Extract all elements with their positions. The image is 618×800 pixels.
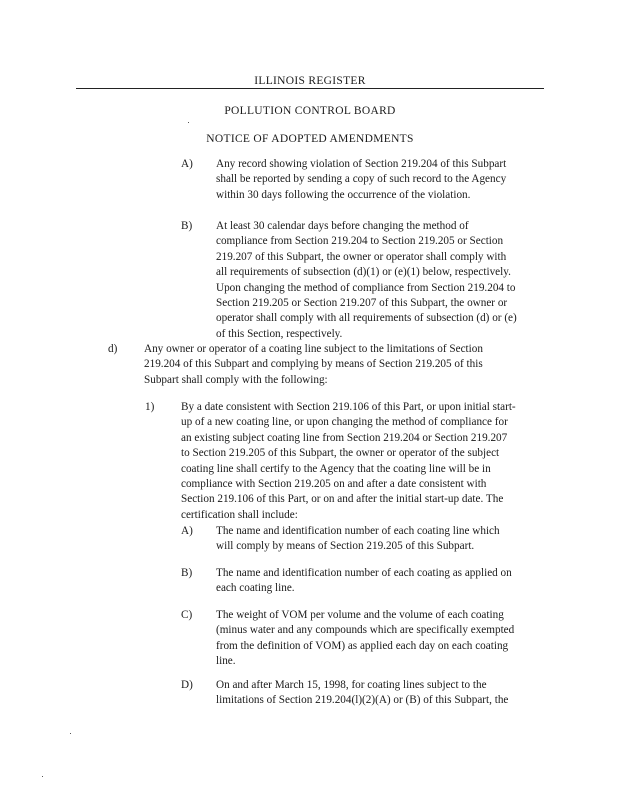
text-line: Section 219.106 of this Part, or on and after the initial start-up date. The	[181, 493, 504, 506]
board-title: POLLUTION CONTROL BOARD	[224, 105, 396, 117]
text-line: Any record showing violation of Section 219.204 of this Subpart	[216, 158, 507, 170]
item-label: A)	[181, 158, 193, 170]
text-line: (minus water and any compounds which are specifically exempted	[216, 624, 515, 637]
text-line: Any owner or operator of a coating line subject to the limitations of Section	[144, 343, 483, 355]
text-line: all requirements of subsection (d)(1) or (e)(1) below, respectively.	[216, 266, 511, 279]
text-line: each coating line.	[216, 582, 295, 595]
scan-speck	[42, 776, 43, 777]
item-label: C)	[181, 609, 193, 621]
text-line: The name and identification number of each coating as applied on	[216, 567, 512, 579]
text-line: limitations of Section 219.204(l)(2)(A) or (B) of this Subpart, the	[216, 694, 509, 707]
item-label: B)	[181, 220, 193, 232]
text-line: of this Section, respectively.	[216, 327, 343, 340]
text-line: Upon changing the method of compliance from Section 219.204 to	[216, 281, 516, 294]
item-label: D)	[181, 679, 193, 691]
text-line: compliance from Section 219.204 to Section 219.205 or Section	[216, 235, 504, 248]
text-line: from the definition of VOM) as applied each day on each coating	[216, 639, 509, 652]
text-line: Section 219.205 or Section 219.207 of this Subpart, the owner or	[216, 297, 508, 310]
text-line: compliance with Section 219.205 on and after a date consistent with	[181, 478, 487, 491]
item-text	[144, 342, 483, 388]
text-line: coating line shall certify to the Agency that the coating line will be in	[181, 462, 491, 475]
text-line: operator shall comply with all requirements of subsection (d) or (e)	[216, 312, 517, 325]
text-line: Subpart shall comply with the following:	[144, 373, 328, 386]
text-line: By a date consistent with Section 219.106 of this Part, or upon initial start-	[181, 401, 516, 413]
item-label: d)	[108, 343, 118, 355]
notice-title: NOTICE OF ADOPTED AMENDMENTS	[206, 133, 414, 145]
item-label: A)	[181, 525, 193, 537]
text-line: The name and identification number of each coating line which	[216, 525, 500, 537]
item-label: B)	[181, 567, 193, 579]
text-line: an existing subject coating line from Section 219.204 or Section 219.207	[181, 431, 508, 444]
scan-speck	[70, 733, 71, 734]
text-line: line.	[216, 655, 236, 668]
item-text	[216, 524, 500, 555]
item-text	[216, 566, 512, 597]
header-rule	[76, 88, 544, 89]
text-line: to Section 219.205 of this Subpart, the owner or operator of the subject	[181, 447, 500, 460]
text-line: up of a new coating line, or upon changing the method of compliance for	[181, 416, 508, 429]
item-text	[216, 608, 514, 670]
register-title: ILLINOIS REGISTER	[254, 75, 366, 87]
text-line: certification shall include:	[181, 508, 298, 521]
item-text	[216, 157, 506, 203]
text-line: 219.207 of this Subpart, the owner or operator shall comply with	[216, 250, 507, 263]
item-text	[181, 400, 516, 523]
text-line: On and after March 15, 1998, for coating lines subject to the	[216, 679, 487, 691]
scan-speck	[188, 122, 189, 123]
item-text	[216, 678, 508, 709]
item-text	[216, 219, 517, 342]
item-label: 1)	[145, 401, 155, 413]
text-line: shall be reported by sending a copy of such record to the Agency	[216, 173, 507, 186]
text-line: within 30 days following the occurrence of the violation.	[216, 188, 471, 201]
text-line: 219.204 of this Subpart and complying by means of Section 219.205 of this	[144, 358, 483, 371]
text-line: The weight of VOM per volume and the volume of each coating	[216, 609, 504, 621]
text-line: will comply by means of Section 219.205 of this Subpart.	[216, 540, 475, 553]
text-line: At least 30 calendar days before changing the method of	[216, 220, 469, 232]
